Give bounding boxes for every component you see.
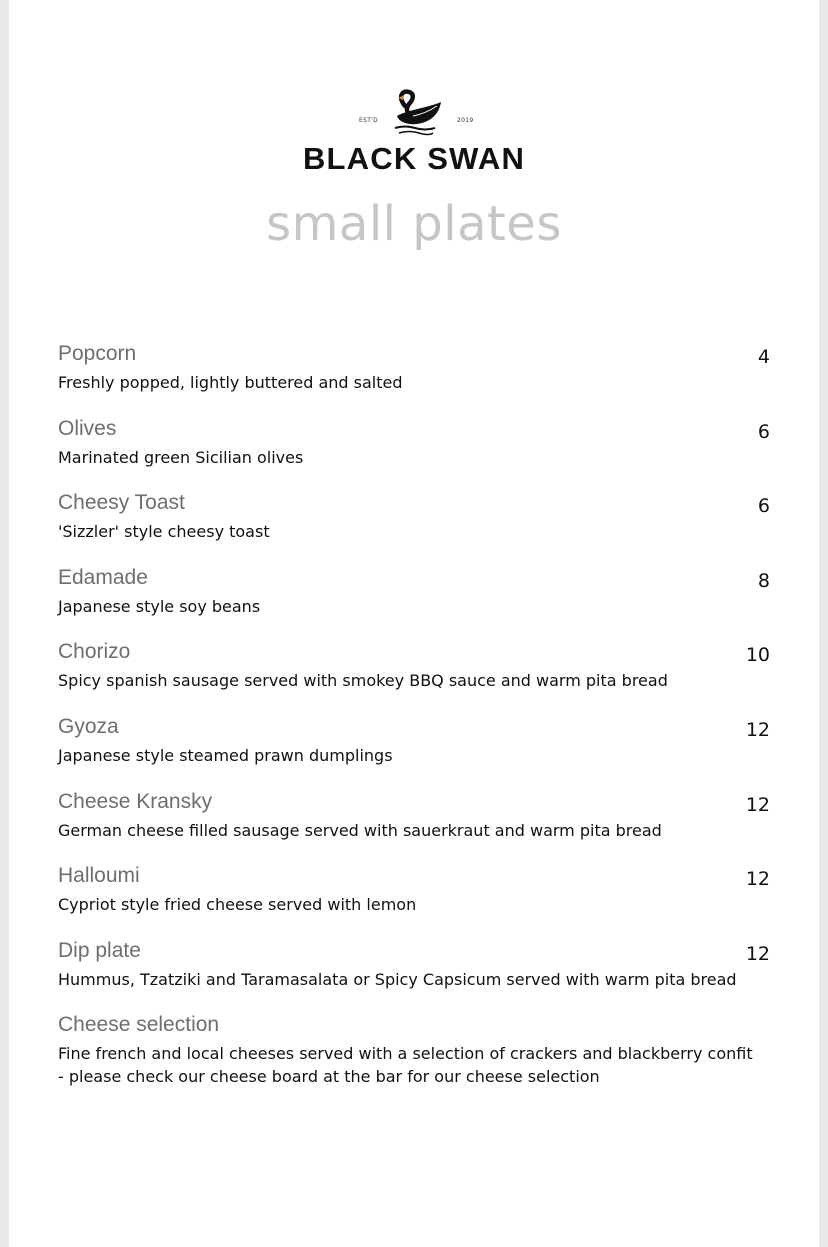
menu-item — [58, 638, 770, 713]
menu-item-description-note: - please check our cheese board at the bar for our cheese selection — [58, 1067, 600, 1087]
menu-item — [58, 788, 770, 863]
menu-item-description-line: Fine french and local cheeses served with a selection of crackers and blackberry confit — [58, 1044, 753, 1064]
menu-item-price: 12 — [745, 868, 770, 891]
menu-item — [58, 564, 770, 639]
menu-item — [58, 1011, 770, 1086]
menu-item — [58, 415, 770, 490]
menu-item-description: Japanese style steamed prawn dumplings — [58, 745, 393, 765]
logo-year-label: 2019 — [457, 117, 474, 124]
logo-established-label: EST'D — [359, 117, 379, 124]
menu-item-description — [58, 1044, 753, 1086]
black-swan-logo-icon — [383, 86, 447, 140]
menu-item-name: Edamade — [58, 565, 148, 589]
menu-item — [58, 862, 770, 937]
menu-item — [58, 489, 770, 564]
menu-item-name: Halloumi — [58, 864, 140, 888]
menu-item-description: Hummus, Tzatziki and Taramasalata or Spicy Capsicum served with warm pita bread — [58, 969, 737, 989]
menu-item-price: 6 — [757, 420, 770, 443]
section-title: small plates — [266, 196, 562, 252]
menu-item-price: 12 — [745, 793, 770, 816]
menu-list — [58, 340, 770, 1086]
menu-item-description: Marinated green Sicilian olives — [58, 447, 304, 467]
menu-item-price: 4 — [757, 346, 770, 368]
menu-item-description: Spicy spanish sausage served with smokey BBQ sauce and warm pita bread — [58, 671, 668, 691]
menu-item-description: Japanese style soy beans — [58, 596, 261, 616]
menu-page — [9, 0, 819, 1247]
menu-item-price: 12 — [745, 942, 770, 965]
menu-item-price: 6 — [757, 495, 770, 518]
menu-item — [58, 937, 770, 1012]
menu-item-name: Cheese Kransky — [58, 789, 213, 813]
menu-item-description: Cypriot style fried cheese served with lemon — [58, 895, 417, 915]
menu-item-name: Cheese selection — [58, 1013, 220, 1037]
menu-item-price: 10 — [745, 644, 770, 667]
menu-item-description: German cheese filled sausage served with sauerkraut and warm pita bread — [58, 820, 662, 840]
menu-item — [58, 713, 770, 788]
brand-name: BLACK SWAN — [302, 141, 526, 176]
menu-item-name: Dip plate — [58, 938, 141, 962]
menu-item-description: 'Sizzler' style cheesy toast — [58, 522, 270, 542]
menu-item-name: Cheesy Toast — [58, 491, 185, 515]
menu-item — [58, 340, 770, 415]
menu-item-price: 12 — [745, 718, 770, 741]
menu-item-name: Chorizo — [58, 640, 131, 664]
menu-item-description: Freshly popped, lightly buttered and salted — [58, 373, 403, 392]
menu-item-price: 8 — [757, 569, 770, 592]
logo — [9, 86, 819, 142]
menu-item-name: Gyoza — [58, 714, 119, 738]
menu-item-name: Olives — [58, 416, 117, 440]
menu-item-name: Popcorn — [58, 342, 137, 365]
